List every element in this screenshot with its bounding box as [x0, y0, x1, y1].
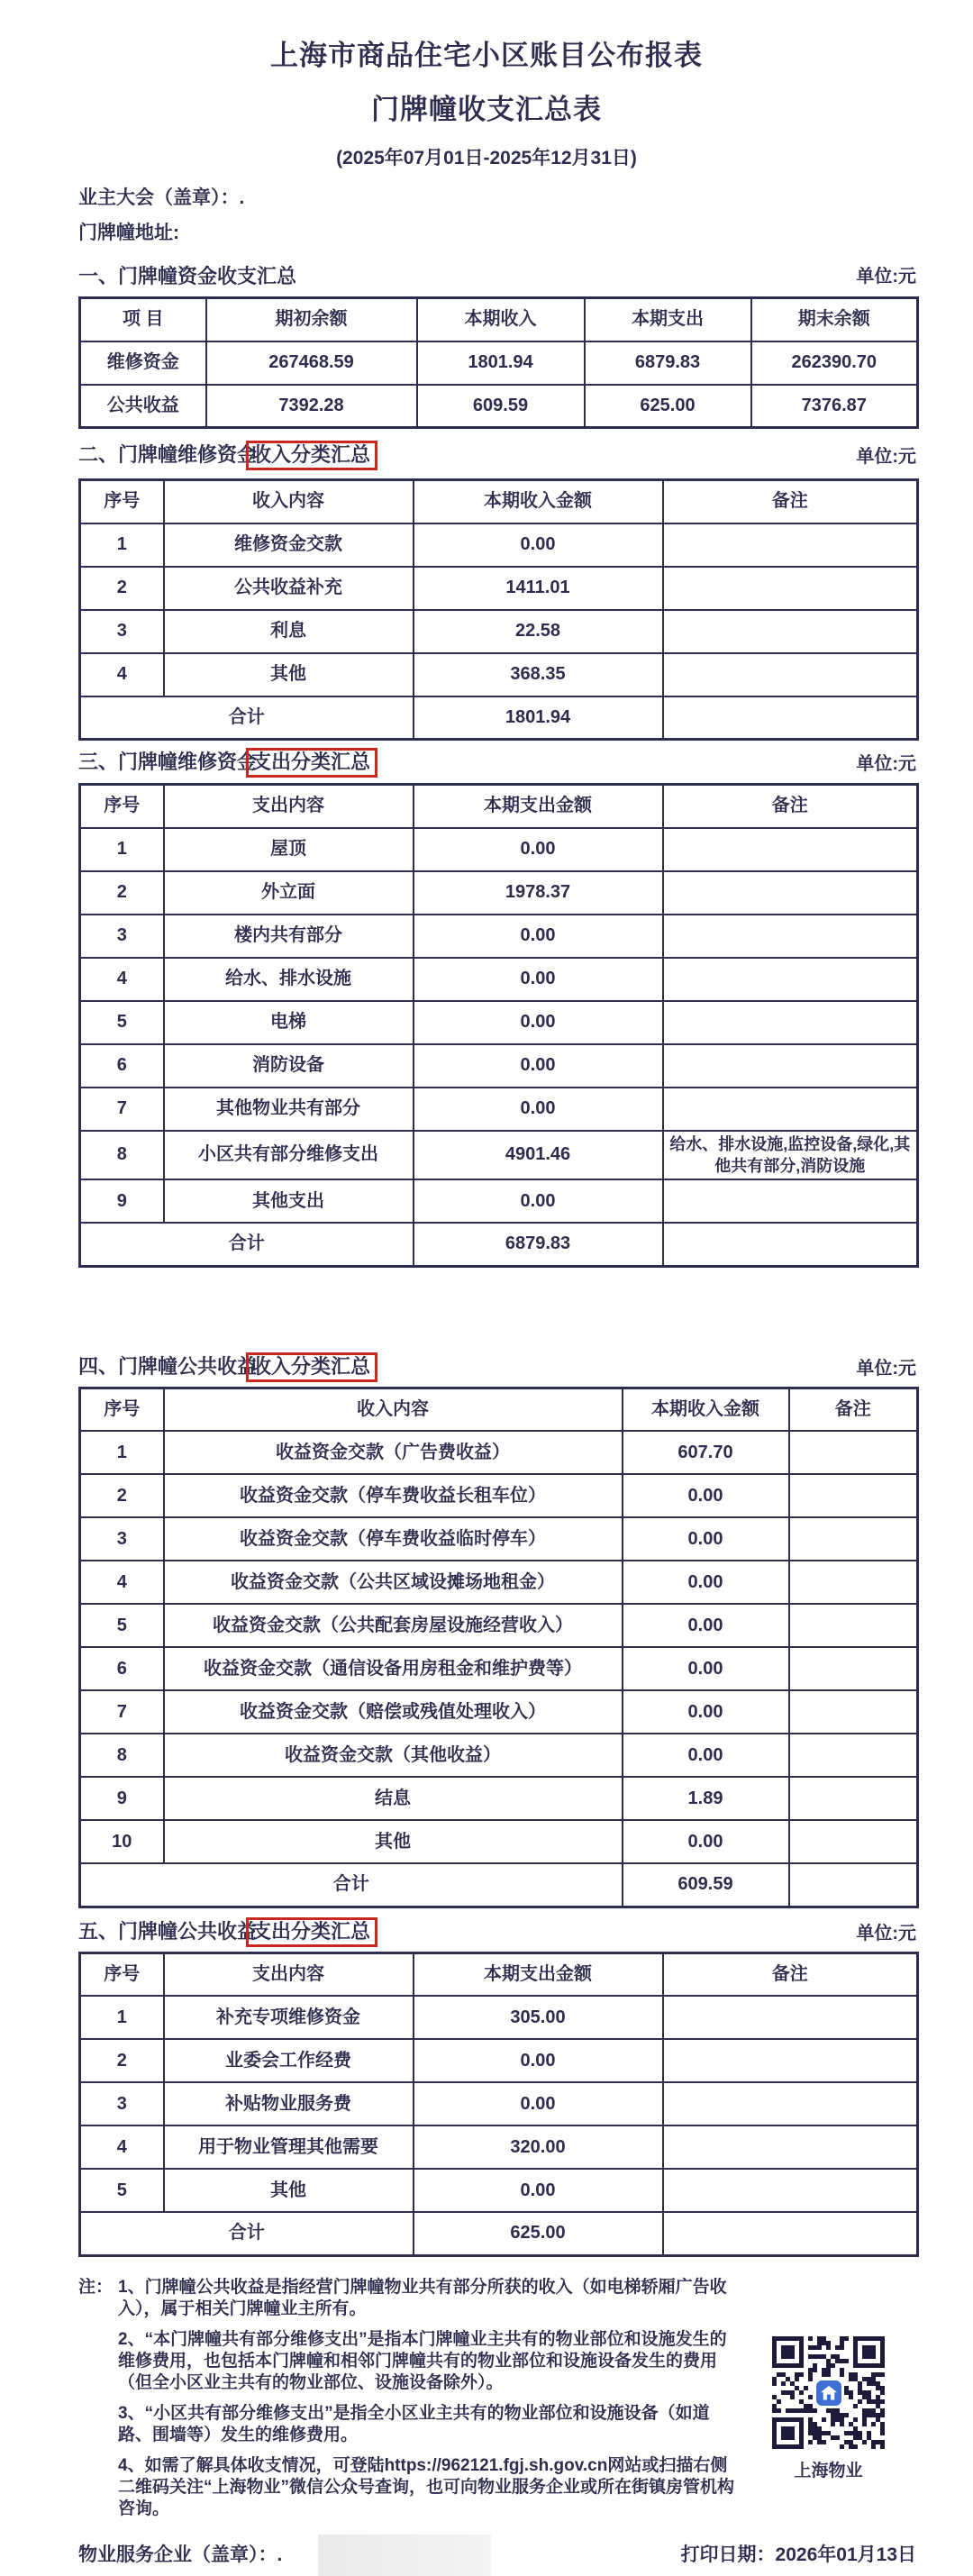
- table-cell: 609.59: [417, 385, 585, 428]
- table-header-row: [80, 480, 918, 523]
- section-3-heading: [78, 748, 377, 778]
- table-header-cell: 备注: [663, 1952, 918, 1996]
- public-income-table: [78, 1387, 919, 1908]
- table-cell: [663, 610, 918, 653]
- table-cell: 0.00: [623, 1820, 789, 1863]
- table-header-cell: 本期支出金额: [414, 785, 663, 828]
- table-cell: 1: [80, 1431, 164, 1474]
- table-cell: 9: [80, 1179, 164, 1223]
- repair-fund-income-table: [78, 478, 919, 741]
- table-row: [80, 915, 918, 958]
- table-cell: [789, 1474, 918, 1517]
- table-row: [80, 1734, 918, 1777]
- section-2-header: [78, 441, 916, 470]
- table-row: [80, 1690, 918, 1734]
- table-cell: 4: [80, 958, 164, 1001]
- building-address-label: 门牌幢地址:: [78, 223, 179, 243]
- table-header-cell: 序号: [80, 480, 164, 523]
- table-row: [80, 2082, 918, 2125]
- table-header-cell: 序号: [80, 1952, 164, 1996]
- table-cell: 其他物业共有部分: [164, 1088, 414, 1131]
- unit-label: 单位:元: [856, 1358, 916, 1379]
- table-cell: [663, 2169, 918, 2212]
- table-cell: 1411.01: [414, 567, 663, 610]
- table-cell: 0.00: [623, 1517, 789, 1561]
- table-cell: 0.00: [623, 1561, 789, 1604]
- note-item-3: 3、“小区共有部分维修支出”是指全小区业主共有的物业部位和设施设备（如道路、围墙等）发生的维修费用。: [118, 2403, 710, 2444]
- table-header-cell: 收入内容: [164, 480, 414, 523]
- section-2-heading: [78, 441, 377, 470]
- table-cell: 625.00: [585, 385, 751, 428]
- table-header-cell: 本期支出金额: [414, 1952, 663, 1996]
- table-cell: 消防设备: [164, 1044, 414, 1088]
- table-cell: 其他支出: [164, 1179, 414, 1223]
- table-cell: 0.00: [414, 1001, 663, 1044]
- section-1-heading: [78, 263, 296, 290]
- table-cell: 给水、排水设施,监控设备,绿化,其他共有部分,消防设施: [663, 1131, 918, 1180]
- table-cell: [663, 2082, 918, 2125]
- total-label-cell: 合计: [80, 2212, 414, 2255]
- table-row: [80, 2169, 918, 2212]
- table-row: [80, 1088, 918, 1131]
- table-header-cell: 序号: [80, 1388, 164, 1431]
- table-header-row: [80, 1952, 918, 1996]
- unit-label: 单位:元: [856, 754, 916, 774]
- table-cell: 0.00: [414, 2169, 663, 2212]
- unit-label: 单位:元: [856, 1923, 916, 1943]
- table-header-cell: 期初余额: [206, 298, 417, 341]
- table-header-row: [80, 298, 918, 341]
- table-cell: 3: [80, 2082, 164, 2125]
- table-cell: 5: [80, 1001, 164, 1044]
- table-cell: [789, 1777, 918, 1820]
- table-cell: 0.00: [623, 1734, 789, 1777]
- table-header-cell: 支出内容: [164, 785, 414, 828]
- table-cell: 1: [80, 523, 164, 567]
- table-cell: 其他: [164, 2169, 414, 2212]
- table-cell: 8: [80, 1734, 164, 1777]
- table-header-cell: 收入内容: [164, 1388, 623, 1431]
- table-cell: 4901.46: [414, 1131, 663, 1180]
- table-cell: [663, 567, 918, 610]
- report-period: (2025年07月01日-2025年12月31日): [336, 148, 637, 168]
- table-header-cell: 本期收入: [417, 298, 585, 341]
- qr-center-logo: [814, 2378, 844, 2408]
- table-cell: [663, 523, 918, 567]
- table-cell: [789, 1517, 918, 1561]
- report-body: [0, 263, 973, 2529]
- table-cell: 楼内共有部分: [164, 915, 414, 958]
- table-cell: 6879.83: [585, 341, 751, 385]
- table-cell: 收益资金交款（其他收益）: [164, 1734, 623, 1777]
- table-cell: [663, 2039, 918, 2082]
- table-cell: 7392.28: [206, 385, 417, 428]
- table-cell: [663, 1044, 918, 1088]
- table-cell: 收益资金交款（广告费收益）: [164, 1431, 623, 1474]
- total-label-cell: 合计: [80, 1223, 414, 1266]
- table-cell: 0.00: [414, 1088, 663, 1131]
- table-cell: 22.58: [414, 610, 663, 653]
- total-remark-cell: [663, 696, 918, 740]
- table-cell: [663, 915, 918, 958]
- table-cell: 8: [80, 1131, 164, 1180]
- table-cell: 2: [80, 871, 164, 915]
- table-header-cell: 序号: [80, 785, 164, 828]
- table-row: [80, 1044, 918, 1088]
- table-header-cell: 本期支出: [585, 298, 751, 341]
- table-cell: 4: [80, 2125, 164, 2169]
- table-cell: 6: [80, 1044, 164, 1088]
- table-cell: [663, 1179, 918, 1223]
- total-remark-cell: [789, 1863, 918, 1907]
- table-total-row: [80, 1863, 918, 1907]
- table-cell: 3: [80, 610, 164, 653]
- table-cell: 7376.87: [751, 385, 918, 428]
- table-cell: 0.00: [414, 2082, 663, 2125]
- table-row: [80, 1131, 918, 1180]
- section-3-header: [78, 748, 916, 778]
- table-header-cell: 本期收入金额: [414, 480, 663, 523]
- table-cell: [663, 2125, 918, 2169]
- total-amount-cell: 609.59: [623, 1863, 789, 1907]
- table-cell: 607.70: [623, 1431, 789, 1474]
- table-cell: 收益资金交款（停车费收益长租车位）: [164, 1474, 623, 1517]
- red-highlight-box: 支出分类汇总: [246, 1917, 377, 1947]
- table-cell: 0.00: [414, 523, 663, 567]
- total-amount-cell: 1801.94: [414, 696, 663, 740]
- table-cell: 7: [80, 1690, 164, 1734]
- table-total-row: [80, 696, 918, 740]
- table-cell: 小区共有部分维修支出: [164, 1131, 414, 1180]
- table-cell: 320.00: [414, 2125, 663, 2169]
- table-cell: [789, 1561, 918, 1604]
- total-amount-cell: 6879.83: [414, 1223, 663, 1266]
- table-cell: 1.89: [623, 1777, 789, 1820]
- table-cell: 1: [80, 828, 164, 871]
- table-row: [80, 1474, 918, 1517]
- notes: [78, 2277, 741, 2529]
- table-total-row: [80, 2212, 918, 2255]
- qr-column: [741, 2277, 916, 2529]
- table-header-row: [80, 1388, 918, 1431]
- unit-label: 单位:元: [856, 447, 916, 467]
- table-cell: 公共收益补充: [164, 567, 414, 610]
- table-cell: 其他: [164, 653, 414, 696]
- table-cell: 给水、排水设施: [164, 958, 414, 1001]
- table-cell: 10: [80, 1820, 164, 1863]
- total-label-cell: 合计: [80, 696, 414, 740]
- red-highlight-box: 支出分类汇总: [246, 748, 377, 778]
- section-5-header: [78, 1917, 916, 1947]
- table-cell: 收益资金交款（通信设备用房租金和维护费等）: [164, 1647, 623, 1690]
- total-label-cell: 合计: [80, 1863, 623, 1907]
- table-cell: 4: [80, 1561, 164, 1604]
- table-cell: 0.00: [623, 1604, 789, 1647]
- table-header-cell: 备注: [663, 785, 918, 828]
- table-cell: 0.00: [414, 828, 663, 871]
- table-row: [80, 610, 918, 653]
- table-cell: 屋顶: [164, 828, 414, 871]
- report-title: 上海市商品住宅小区账目公布报表: [270, 40, 703, 71]
- table-cell: [663, 1001, 918, 1044]
- table-cell: [663, 871, 918, 915]
- section-4-title-text: 四、门牌幢公共收益: [78, 1354, 258, 1378]
- table-cell: 0.00: [623, 1647, 789, 1690]
- table-cell: 5: [80, 2169, 164, 2212]
- table-cell: 收益资金交款（停车费收益临时停车）: [164, 1517, 623, 1561]
- table-cell: 1: [80, 1996, 164, 2039]
- table-cell: 3: [80, 915, 164, 958]
- red-highlight-box: 收入分类汇总: [246, 1352, 377, 1382]
- table-cell: 结息: [164, 1777, 623, 1820]
- table-cell: 外立面: [164, 871, 414, 915]
- table-row: [80, 1604, 918, 1647]
- table-row: [80, 958, 918, 1001]
- report-subtitle: 门牌幢收支汇总表: [371, 94, 602, 125]
- print-date: 打印日期：2026年01月13日: [680, 2544, 916, 2565]
- table-cell: 7: [80, 1088, 164, 1131]
- section-4-header: [78, 1352, 916, 1382]
- table-row: [80, 1179, 918, 1223]
- table-cell: 2: [80, 567, 164, 610]
- house-icon: [816, 2380, 841, 2406]
- table-cell: 0.00: [414, 1044, 663, 1088]
- table-row: [80, 1517, 918, 1561]
- table-row: [80, 1001, 918, 1044]
- total-amount-cell: 625.00: [414, 2212, 663, 2255]
- total-remark-cell: [663, 2212, 918, 2255]
- table-row: [80, 385, 918, 428]
- redaction-patch: [318, 2535, 491, 2576]
- section-1-title-text: 一、门牌幢资金收支汇总: [78, 265, 297, 287]
- qr-label: 上海物业: [794, 2461, 863, 2480]
- table-header-cell: 备注: [789, 1388, 918, 1431]
- table-row: [80, 567, 918, 610]
- table-cell: 2: [80, 2039, 164, 2082]
- section-5-heading: [78, 1917, 377, 1947]
- table-cell: [663, 1088, 918, 1131]
- table-row: [80, 653, 918, 696]
- table-header-cell: 项 目: [80, 298, 206, 341]
- table-row: [80, 341, 918, 385]
- table-row: [80, 2125, 918, 2169]
- table-row: [80, 871, 918, 915]
- note-item-2: 2、“本门牌幢共有部分维修支出”是指本门牌幢业主共有的物业部位和设施发生的维修费用，也包括本门牌幢和相邻门牌幢共有的物业部位和设施设备发生的费用（但全小区业主共有的物业部位、设施设备除外）。: [118, 2329, 727, 2392]
- table-row: [80, 1647, 918, 1690]
- table-cell: 公共收益: [80, 385, 206, 428]
- owners-meeting-seal-label: 业主大会（盖章）：.: [78, 187, 245, 208]
- table-row: [80, 1777, 918, 1820]
- table-cell: [663, 828, 918, 871]
- table-cell: 5: [80, 1604, 164, 1647]
- table-cell: 1978.37: [414, 871, 663, 915]
- table-header-cell: 期末余额: [751, 298, 918, 341]
- section-5-title-text: 五、门牌幢公共收益: [78, 1919, 258, 1943]
- table-header-cell: 本期收入金额: [623, 1388, 789, 1431]
- table-row: [80, 2039, 918, 2082]
- table-cell: 补贴物业服务费: [164, 2082, 414, 2125]
- table-cell: 305.00: [414, 1996, 663, 2039]
- table-row: [80, 1561, 918, 1604]
- table-cell: 2: [80, 1474, 164, 1517]
- table-cell: [789, 1647, 918, 1690]
- table-cell: 收益资金交款（赔偿或残值处理收入）: [164, 1690, 623, 1734]
- section-1-header: [78, 263, 916, 290]
- table-cell: 补充专项维修资金: [164, 1996, 414, 2039]
- company-seal-label: 物业服务企业（盖章）：.: [78, 2544, 283, 2565]
- table-cell: 收益资金交款（公共配套房屋设施经营收入）: [164, 1604, 623, 1647]
- table-row: [80, 1820, 918, 1863]
- table-cell: 利息: [164, 610, 414, 653]
- qr-code: [772, 2336, 885, 2449]
- table-cell: 用于物业管理其他需要: [164, 2125, 414, 2169]
- table-cell: [789, 1820, 918, 1863]
- table-header-row: [80, 785, 918, 828]
- table-cell: 收益资金交款（公共区域设摊场地租金）: [164, 1561, 623, 1604]
- table-cell: [789, 1604, 918, 1647]
- red-highlight-box: 收入分类汇总: [246, 441, 377, 470]
- table-cell: 0.00: [414, 2039, 663, 2082]
- fund-summary-table: [78, 296, 919, 429]
- table-cell: 1801.94: [417, 341, 585, 385]
- note-item-4: 4、如需了解具体收支情况，可登陆https://962121.fgj.sh.gov.cn网站或扫描右侧二维码关注“上海物业”微信公众号查询，也可向物业服务企业或所在街镇房管机构咨询。: [118, 2455, 735, 2518]
- table-cell: 0.00: [414, 915, 663, 958]
- table-row: [80, 1431, 918, 1474]
- table-cell: 0.00: [623, 1474, 789, 1517]
- table-cell: [663, 1996, 918, 2039]
- section-4-heading: [78, 1352, 377, 1382]
- table-cell: [663, 653, 918, 696]
- table-cell: 维修资金交款: [164, 523, 414, 567]
- table-cell: 9: [80, 1777, 164, 1820]
- section-2-title-text: 二、门牌幢维修资金: [78, 443, 258, 466]
- note-item-1: 1、门牌幢公共收益是指经营门牌幢物业共有部分所获的收入（如电梯轿厢广告收入），属于相关门牌幢业主所有。: [118, 2277, 727, 2318]
- table-cell: 262390.70: [751, 341, 918, 385]
- notes-section: [78, 2277, 916, 2529]
- table-cell: [789, 1734, 918, 1777]
- report-footer: [78, 2535, 916, 2576]
- table-cell: 业委会工作经费: [164, 2039, 414, 2082]
- table-total-row: [80, 1223, 918, 1266]
- public-expense-table: [78, 1952, 919, 2257]
- table-row: [80, 1996, 918, 2039]
- table-cell: [663, 958, 918, 1001]
- table-cell: 维修资金: [80, 341, 206, 385]
- unit-label: 单位:元: [856, 267, 916, 287]
- table-cell: 3: [80, 1517, 164, 1561]
- table-cell: [789, 1690, 918, 1734]
- table-cell: 6: [80, 1647, 164, 1690]
- section-3-title-text: 三、门牌幢维修资金: [78, 751, 258, 773]
- table-cell: 267468.59: [206, 341, 417, 385]
- repair-fund-expense-table: [78, 783, 919, 1268]
- table-cell: 0.00: [414, 958, 663, 1001]
- table-cell: 其他: [164, 1820, 623, 1863]
- table-cell: 368.35: [414, 653, 663, 696]
- table-cell: 4: [80, 653, 164, 696]
- table-header-cell: 备注: [663, 480, 918, 523]
- table-cell: 电梯: [164, 1001, 414, 1044]
- table-row: [80, 828, 918, 871]
- total-remark-cell: [663, 1223, 918, 1266]
- table-cell: 0.00: [623, 1690, 789, 1734]
- table-cell: [789, 1431, 918, 1474]
- table-header-cell: 支出内容: [164, 1952, 414, 1996]
- table-cell: 0.00: [414, 1179, 663, 1223]
- notes-label: 注：: [78, 2277, 114, 2297]
- table-row: [80, 523, 918, 567]
